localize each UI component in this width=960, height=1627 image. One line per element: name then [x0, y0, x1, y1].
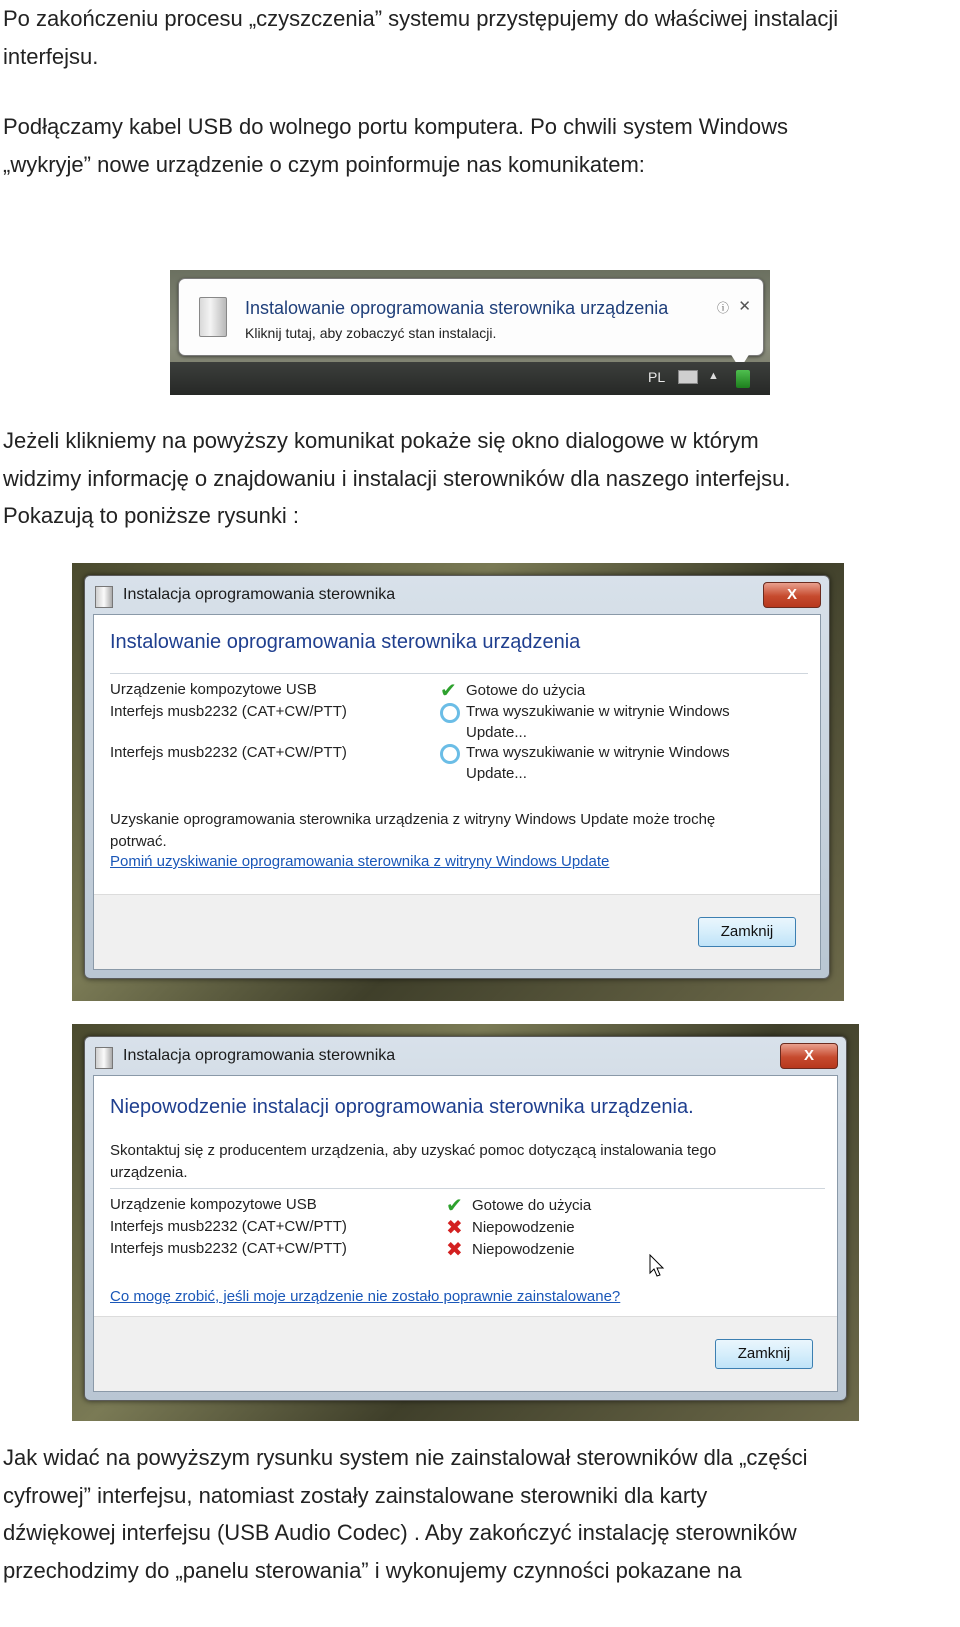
- intro-line: urządzenia.: [110, 1164, 188, 1181]
- close-dialog-button[interactable]: Zamknij: [715, 1339, 813, 1369]
- close-dialog-button[interactable]: Zamknij: [698, 917, 796, 947]
- explain-line: Pokazują to poniższe rysunki :: [3, 503, 299, 528]
- dialog-installing-screenshot: [72, 563, 844, 1001]
- device-status: Gotowe do użycia: [472, 1197, 592, 1214]
- device-icon: [199, 297, 227, 337]
- conclusion-paragraph: [3, 1439, 953, 1589]
- title-bar: [85, 576, 829, 614]
- window-title: Instalacja oprogramowania sterownika: [123, 1047, 396, 1064]
- intro-paragraph: [3, 0, 953, 75]
- note-line: Uzyskanie oprogramowania sterownika urządzenia z witryny Windows Update może trochę: [110, 811, 716, 828]
- conclusion-line: Jak widać na powyższym rysunku system nie zainstalował sterowników dla „części: [3, 1445, 808, 1470]
- status-line: Update...: [466, 765, 527, 782]
- show-hidden-icons-icon[interactable]: ▲: [708, 370, 719, 382]
- driver-install-window: [84, 575, 830, 979]
- explain-line: widzimy informację o znajdowaniu i instalacji sterowników dla naszego interfejsu.: [3, 465, 791, 491]
- device-name: Interfejs musb2232 (CAT+CW/PTT): [110, 1240, 347, 1257]
- explain-paragraph: [3, 422, 953, 535]
- status-line: Trwa wyszukiwanie w witrynie Windows: [466, 703, 730, 720]
- spinner-icon: [440, 703, 460, 723]
- device-name: Interfejs musb2232 (CAT+CW/PTT): [110, 1218, 347, 1235]
- keyboard-icon[interactable]: [678, 370, 698, 384]
- dialog-heading: Instalowanie oprogramowania sterownika urządzenia: [110, 631, 581, 653]
- help-link[interactable]: Co mogę zrobić, jeśli moje urządzenie nie zostało poprawnie zainstalowane?: [110, 1288, 621, 1305]
- check-icon: [440, 681, 460, 701]
- connect-paragraph: [3, 108, 953, 183]
- close-icon[interactable]: ✕: [738, 298, 751, 315]
- status-line: Update...: [466, 724, 527, 741]
- close-button[interactable]: X: [763, 582, 821, 608]
- balloon-title: Instalowanie oprogramowania sterownika urządzenia: [245, 298, 669, 318]
- close-button[interactable]: X: [780, 1043, 838, 1069]
- dialog-content: [93, 1075, 838, 1392]
- dialog-footer: [94, 1316, 837, 1391]
- device-status: Niepowodzenie: [472, 1219, 575, 1236]
- device-install-tray-icon[interactable]: [736, 370, 750, 388]
- device-status: Gotowe do użycia: [466, 682, 586, 699]
- balloon-subtitle: Kliknij tutaj, aby zobaczyć stan instalacji.: [245, 325, 497, 341]
- balloon-screenshot: [170, 270, 770, 395]
- title-bar: [85, 1037, 846, 1075]
- separator: [110, 673, 808, 674]
- conclusion-line: przechodzimy do „panelu sterowania” i wykonujemy czynności pokazane na: [3, 1557, 742, 1583]
- device-name: Interfejs musb2232 (CAT+CW/PTT): [110, 703, 347, 720]
- window-icon: [95, 1047, 113, 1069]
- device-status: [466, 742, 730, 784]
- device-name: Urządzenie kompozytowe USB: [110, 1196, 317, 1213]
- intro-line: Po zakończeniu procesu „czyszczenia” systemu przystępujemy do właściwej instalacji: [3, 6, 839, 31]
- mouse-pointer-icon: [649, 1254, 665, 1278]
- connect-line: „wykryje” nowe urządzenie o czym poinformuje nas komunikatem:: [3, 151, 645, 177]
- system-tray: [170, 362, 770, 395]
- intro-line: interfejsu.: [3, 43, 99, 69]
- window-icon: [95, 586, 113, 608]
- conclusion-line: cyfrowej” interfejsu, natomiast zostały zainstalowane sterowniki dla karty: [3, 1482, 708, 1508]
- explain-line: Jeżeli klikniemy na powyższy komunikat pokaże się okno dialogowe w którym: [3, 428, 759, 453]
- conclusion-line: dźwiękowej interfejsu (USB Audio Codec) . Aby zakończyć instalację sterowników: [3, 1520, 797, 1545]
- device-status: Niepowodzenie: [472, 1241, 575, 1258]
- fail-icon: [446, 1240, 466, 1260]
- dialog-footer: [94, 894, 820, 969]
- note-line: potrwać.: [110, 833, 167, 850]
- dialog-heading: Niepowodzenie instalacji oprogramowania sterownika urządzenia.: [110, 1096, 694, 1118]
- check-icon: [446, 1196, 466, 1216]
- device-status: [466, 701, 730, 743]
- spinner-icon: [440, 744, 460, 764]
- fail-icon: [446, 1218, 466, 1238]
- dialog-content: [93, 614, 821, 970]
- balloon-notification[interactable]: [178, 278, 764, 356]
- window-title: Instalacja oprogramowania sterownika: [123, 586, 396, 603]
- device-name: Urządzenie kompozytowe USB: [110, 681, 317, 698]
- connect-line: Podłączamy kabel USB do wolnego portu komputera. Po chwili system Windows: [3, 114, 789, 139]
- intro-line: Skontaktuj się z producentem urządzenia, aby uzyskać pomoc dotyczącą instalowania tego: [110, 1142, 717, 1159]
- device-name: Interfejs musb2232 (CAT+CW/PTT): [110, 744, 347, 761]
- driver-install-window: [84, 1036, 847, 1401]
- language-indicator[interactable]: PL: [648, 369, 666, 385]
- status-line: Trwa wyszukiwanie w witrynie Windows: [466, 744, 730, 761]
- dialog-failure-screenshot: [72, 1024, 859, 1421]
- info-icon: ⓘ: [716, 301, 729, 315]
- skip-windows-update-link[interactable]: Pomiń uzyskiwanie oprogramowania sterownika z witryny Windows Update: [110, 853, 610, 870]
- separator: [110, 1188, 825, 1189]
